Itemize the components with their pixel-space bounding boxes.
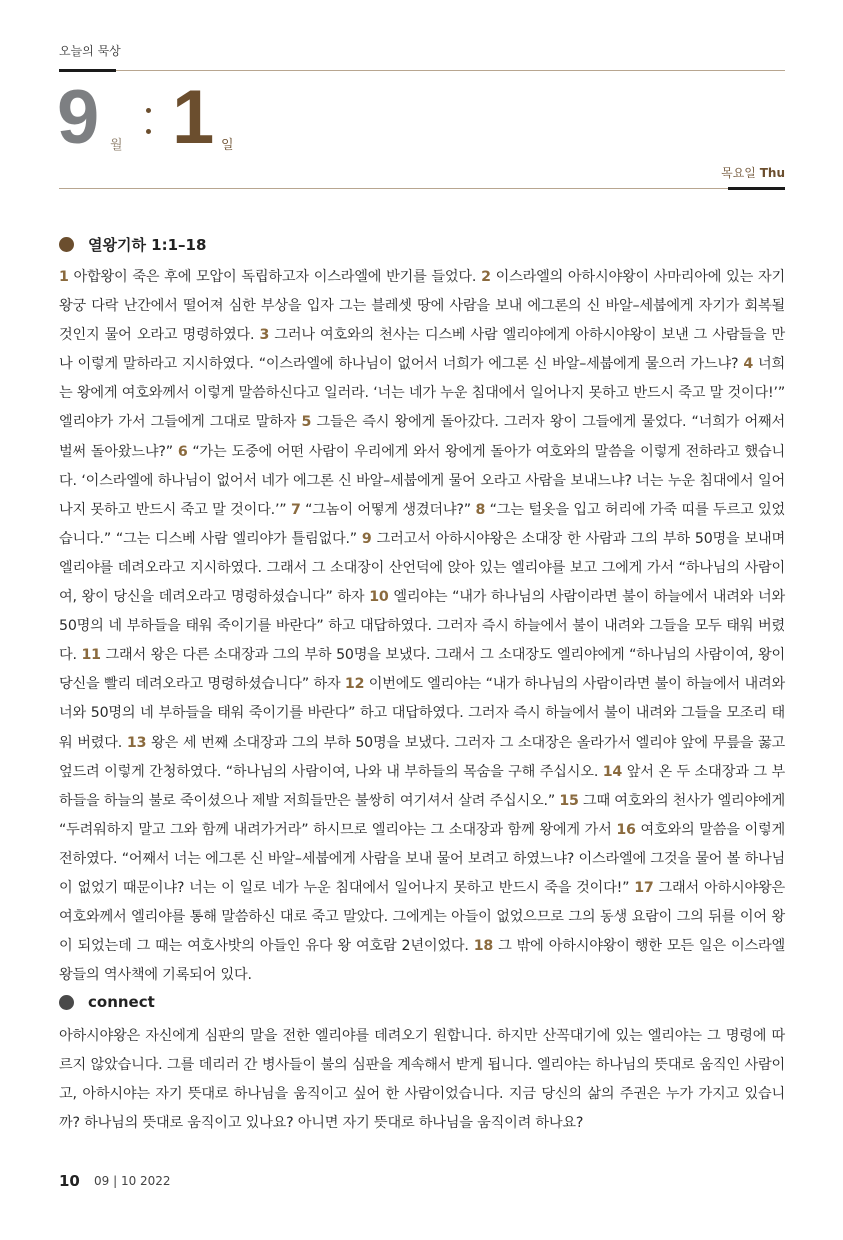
verse-number: 11 (81, 647, 101, 664)
verse-number: 2 (481, 269, 491, 285)
verse-number: 3 (259, 327, 270, 344)
weekday-english: Thu (759, 166, 785, 180)
verse-text: 너희는 왕에게 여호와께서 이렇게 말씀하신다고 일러라. ‘너는 네가 누운 침대에서 일어나지 못하고 반드시 죽고 말 것이다!’” 엘리야가 가서 그들에게 그대로 말하자 (59, 356, 786, 431)
header-divider-accent (59, 69, 116, 72)
connect-heading (59, 993, 155, 1011)
month-number: 9 (57, 75, 100, 160)
verse-number: 12 (344, 676, 365, 693)
connect-text: 아하시야왕은 자신에게 심판의 말을 전한 엘리야를 데려오기 원합니다. 하지만 산꼭대기에 있는 엘리야는 그 명령에 따르지 않았습니다. 그를 데리러 간 병사들이 불의 심판을 계속해서 받게 됩니다. 엘리야는 하나님의 뜻대로 움직인 사람이고, 아하시야는 자기 뜻대로 하나님을 움직이고 싶어 한 사람이었습니다. 지금 당신의 삶의 주권은 누가 가지고 있습니까? 하나님의 뜻대로 움직이고 있나요? 아니면 자기 뜻대로 하나님을 움직이려 하나요? (59, 1028, 785, 1132)
verse-number: 6 (177, 443, 188, 460)
verse-text: 아합왕이 죽은 후에 모압이 독립하고자 이스라엘에 반기를 들었다. (73, 269, 477, 285)
verse-text: 이번에도 엘리야는 “내가 하나님의 사람이라면 불이 하늘에서 내려와 너와 50명의 네 부하들을 태워 죽이기를 바란다” 하고 대답하였다. 그러자 즉시 하늘에서 불이 내려와 그들을 모조리 태워 버렸다. (59, 676, 786, 751)
section-label: 오늘의 묵상 (59, 44, 121, 58)
verse-number: 16 (616, 821, 636, 838)
scripture-heading (59, 234, 206, 255)
verse-text: 여호와의 말씀을 이렇게 전하였다. “어째서 너는 에그론 신 바알–세붑에게 사람을 보내 물어 보려고 하였느냐? 이스라엘에 그것을 물어 볼 하나님이 없었기 때문이냐? 너는 이 일로 네가 누운 침대에서 일어나지 못하고 반드시 죽을 것이다!” (59, 821, 786, 896)
verse-number: 1 (59, 269, 69, 285)
verse-text: 엘리야는 “내가 하나님의 사람이라면 불이 하늘에서 내려와 너와 50명의 네 부하들을 태워 죽이기를 바란다” 하고 대답하였다. 그러자 즉시 하늘에서 불이 내려와 그들을 모두 태워 버렸다. (59, 589, 786, 664)
scripture-text (59, 263, 785, 990)
verse-text: 그러고서 아하시야왕은 소대장 한 사람과 그의 부하 50명을 보내며 엘리야를 데려오라고 지시하였다. 그래서 그 소대장이 산언덕에 앉아 있는 엘리야를 보고 그에게 가서 “하나님의 사람이여, 왕이 당신을 데려오라고 명령하셨습니다” 하자 (59, 530, 786, 606)
verse-number: 9 (361, 530, 372, 547)
verse-text: 그들은 즉시 왕에게 돌아갔다. 그러자 왕이 그들에게 물었다. “너희가 어째서 벌써 돌아왔느냐?” (59, 414, 786, 460)
weekday-divider-accent (728, 187, 785, 190)
verse-text: “그놈이 어떻게 생겼더냐?” (305, 501, 471, 518)
verse-number: 17 (634, 879, 654, 896)
verse-number: 15 (559, 792, 579, 809)
verse-number: 14 (602, 763, 623, 780)
verse-number: 5 (301, 414, 312, 431)
scripture-reference: 열왕기하 1:1–18 (88, 236, 207, 254)
verse-text: 왕은 세 번째 소대장과 그의 부하 50명을 보냈다. 그러자 그 소대장은 올라가서 엘리야 앞에 무릎을 꿇고 엎드려 이렇게 간청하였다. “하나님의 사람이여, 나와 내 부하들의 목숨을 구해 주십시오. (59, 734, 786, 780)
connect-title: connect (88, 993, 155, 1011)
weekday (721, 164, 785, 181)
verse-number: 4 (743, 356, 754, 373)
verse-text: 그때 여호와의 천사가 엘리야에게 “두려워하지 말고 그와 함께 내려가거라” 하시므로 엘리야는 그 소대장과 함께 왕에게 가서 (59, 792, 786, 838)
verse-number: 18 (473, 938, 494, 955)
verse-text: “가는 도중에 어떤 사람이 우리에게 와서 왕에게 돌아가 여호와의 말씀을 이렇게 전하라고 했습니다. ‘이스라엘에 하나님이 없어서 네가 에그론 신 바알–세붑에게 물어 오라고 사람을 보내느냐? 너는 누운 침대에서 일어나지 못하고 반드시 죽고 말 것이다.’” (59, 443, 786, 518)
verse-text: 이스라엘의 아하시야왕이 사마리아에 있는 자기 왕궁 다락 난간에서 떨어져 심한 부상을 입자 그는 블레셋 땅에 사람을 보내 에그론의 신 바알–세붑에게 자기가 회복될 것인지 물어 오라고 명령하였다. (59, 269, 785, 344)
verse-text: 그래서 왕은 다른 소대장과 그의 부하 50명을 보냈다. 그래서 그 소대장도 엘리야에게 “하나님의 사람이여, 왕이 당신을 빨리 데려오라고 명령하셨습니다” 하자 (59, 647, 786, 693)
date-divider (59, 188, 785, 189)
verse-text: 앞서 온 두 소대장과 그 부하들을 하늘의 불로 죽이셨으나 제발 저희들만은 불쌍히 여기셔서 살려 주십시오.” (59, 763, 785, 809)
bullet-dot-icon (59, 237, 74, 252)
issue-label: 09 | 10 2022 (94, 1174, 171, 1188)
verse-number: 13 (126, 734, 147, 751)
date-colon (143, 108, 153, 140)
verse-number: 8 (475, 501, 486, 518)
verse-text: 그 밖에 아하시야왕이 행한 모든 일은 이스라엘 왕들의 역사책에 기록되어 있다. (59, 938, 785, 984)
page-number: 10 (59, 1172, 80, 1190)
month-unit: 월 (110, 138, 123, 153)
verse-number: 7 (290, 501, 301, 518)
verse-text: “그는 털옷을 입고 허리에 가죽 띠를 두르고 있었습니다.” “그는 디스베 사람 엘리야가 틀림없다.” (59, 501, 786, 547)
verse-text: 그래서 아하시야왕은 여호와께서 엘리야를 통해 말씀하신 대로 죽고 말았다. 그에게는 아들이 없었으므로 그의 동생 요람이 그의 뒤를 이어 왕이 되었는데 그 때는 여호사밧의 아들인 유다 왕 여호람 2년이었다. (59, 879, 785, 955)
weekday-korean: 목요일 (721, 166, 756, 180)
bullet-dot-icon (59, 995, 74, 1010)
verse-number: 10 (369, 589, 389, 606)
header-divider (59, 70, 785, 71)
day-unit: 일 (221, 138, 234, 153)
verse-text: 그러나 여호와의 천사는 디스베 사람 엘리야에게 아하시야왕이 보낸 그 사람들을 만나 이렇게 말하라고 지시하였다. “이스라엘에 하나님이 없어서 너희가 에그론 신 바알–세붑에게 물으러 가느냐? (59, 327, 786, 373)
day-number: 1 (172, 75, 215, 160)
